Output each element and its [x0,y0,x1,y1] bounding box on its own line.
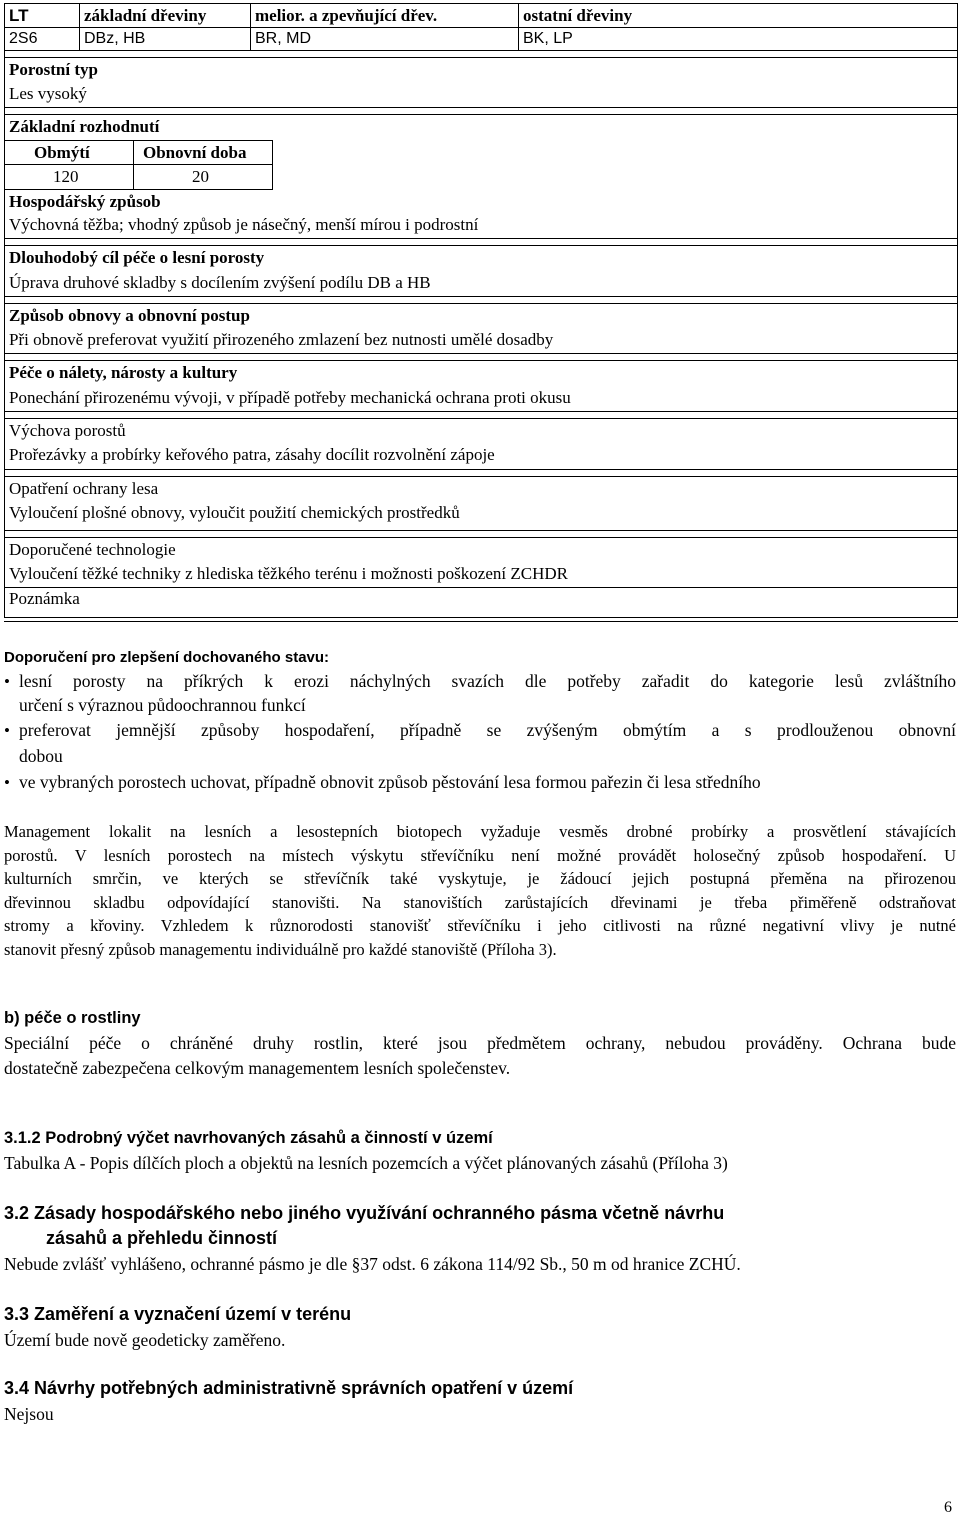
zpusob-obnovy-label: Způsob obnovy a obnovní postup [9,306,250,325]
opatreni-label: Opatření ochrany lesa [9,479,159,498]
porostni-typ-label: Porostní typ [9,60,98,79]
management-line: stromy a křoviny. Vzhledem k různorodosti stanovišť střevíčníku i jeho citlivosti na různé negativní vlivy je nutné [4,916,956,936]
bullet-3-line-1: ve vybraných porostech uchovat, případně obnovit způsob pěstování lesa formou pařezin či lesa středního [19,772,761,792]
bullet-icon: • [4,773,10,792]
header-ostatni-dreviny: ostatní dřeviny [523,6,633,25]
section-312-text: Tabulka A - Popis dílčích ploch a objektů na lesních pozemcích a výčet plánovaných zásahů (Příloha 3) [4,1153,728,1173]
pece-o-nalety-value: Ponechání přirozenému vývoji, v případě potřeby mechanická ochrana proti okusu [9,388,571,407]
page-number: 6 [944,1499,952,1516]
header-zakladni-dreviny: základní dřeviny [84,6,207,25]
vychova-label: Výchova porostů [9,421,126,440]
management-paragraph [4,820,956,962]
row-ostatni: BK, LP [523,30,573,47]
bullet-icon: • [4,672,10,691]
bullet-icon: • [4,721,10,740]
obmyti-value: 120 [53,167,79,186]
technologie-value: Vyloučení těžké techniky z hlediska těžkého terénu i možnosti poškození ZCHDR [9,564,568,583]
management-line: dřevinnou skladbu odpovídající stanovišti. Na stanovištích zarůstajících dřevinami je třeba přiměřeně odstraňovat [4,892,956,912]
obmyti-label: Obmýtí [34,143,90,162]
management-line: porostů. V lesních porostech na místech výskytu střevíčníku není možné provádět holosečný způsob hospodaření. U [4,845,956,865]
obnovni-doba-label: Obnovní doba [143,143,247,162]
management-line: stanovit přesný způsob managementu individuálně pro každé stanoviště (Příloha 3). [4,939,557,959]
obnovni-doba-value: 20 [192,167,209,186]
section-32-text: Nebude zvlášť vyhlášeno, ochranné pásmo je dle §37 odst. 6 zákona 114/92 Sb., 50 m od hranice ZCHÚ. [4,1254,741,1274]
section-34-heading: 3.4 Návrhy potřebných administrativně správních opatření v území [4,1378,574,1398]
opatreni-value: Vyloučení plošné obnovy, vyloučit použití chemických prostředků [9,503,460,522]
vychova-value: Prořezávky a probírky keřového patra, zásahy docílit rozvolnění zápoje [9,445,495,464]
header-lt: LT [9,6,29,25]
row-code: 2S6 [9,30,38,47]
technologie-label: Doporučené technologie [9,540,176,559]
section-b-heading: b) péče o rostliny [4,1009,141,1027]
hospodarsky-zpusob-value: Výchovná těžba; vhodný způsob je násečný, menší mírou i podrostní [9,215,479,234]
porostni-typ-value: Les vysoký [9,84,87,103]
management-line: Management lokalit na lesních a lesostepních biotopech vyžaduje vesměs drobné probírky a prosvětlení stávajících [4,822,956,841]
dlouhodoby-cil-label: Dlouhodobý cíl péče o lesní porosty [9,248,265,267]
doporuceni-heading: Doporučení pro zlepšení dochovaného stavu: [4,649,330,666]
section-34-text: Nejsou [4,1404,54,1424]
section-b-line-1: Speciální péče o chráněné druhy rostlin, které jsou předmětem ochrany, nebudou prováděny. Ochrana bude [4,1033,956,1053]
section-32-heading-line-1: 3.2 Zásady hospodářského nebo jiného využívání ochranného pásma včetně návrhu [4,1203,725,1223]
section-32-heading-line-2: zásahů a přehledu činností [46,1228,278,1248]
section-b-line-2: dostatečně zabezpečena celkovým managementem lesních společenstev. [4,1058,511,1078]
section-33-heading: 3.3 Zaměření a vyznačení území v terénu [4,1304,352,1324]
section-312-heading: 3.1.2 Podrobný výčet navrhovaných zásahů a činností v území [4,1129,493,1147]
bullet-1-line-1: lesní porosty na příkrých k erozi náchylných svazích dle potřeby zařadit do kategorie lesů zvláštního [19,671,956,691]
zakladni-rozhodnuti-label: Základní rozhodnutí [9,117,160,136]
bullet-2-line-2: dobou [19,746,63,766]
dlouhodoby-cil-value: Úprava druhové skladby s docílením zvýšení podílu DB a HB [9,273,431,292]
poznamka-label: Poznámka [9,589,80,608]
row-zakladni: DBz, HB [84,30,146,47]
row-melior: BR, MD [255,30,311,47]
management-line: kulturních smrčin, ve kterých se střevíčník také vyskytuje, je žádoucí jejich postupná přeměna na přirozenou [4,869,956,889]
pece-o-nalety-label: Péče o nálety, nárosty a kultury [9,363,238,382]
hospodarsky-zpusob-label: Hospodářský způsob [9,192,161,211]
bullet-2-line-1: preferovat jemnější způsoby hospodaření, případně se zvýšeným obmýtím a s prodlouženou obnovní [19,720,956,740]
zpusob-obnovy-value: Při obnově preferovat využití přirozeného zmlazení bez nutnosti umělé dosadby [9,330,554,349]
bullet-1-line-2: určení s výraznou půdoochrannou funkcí [19,695,306,715]
header-melior-dreviny: melior. a zpevňující dřev. [255,6,438,25]
section-33-text: Území bude nově geodeticky zaměřeno. [4,1330,286,1350]
